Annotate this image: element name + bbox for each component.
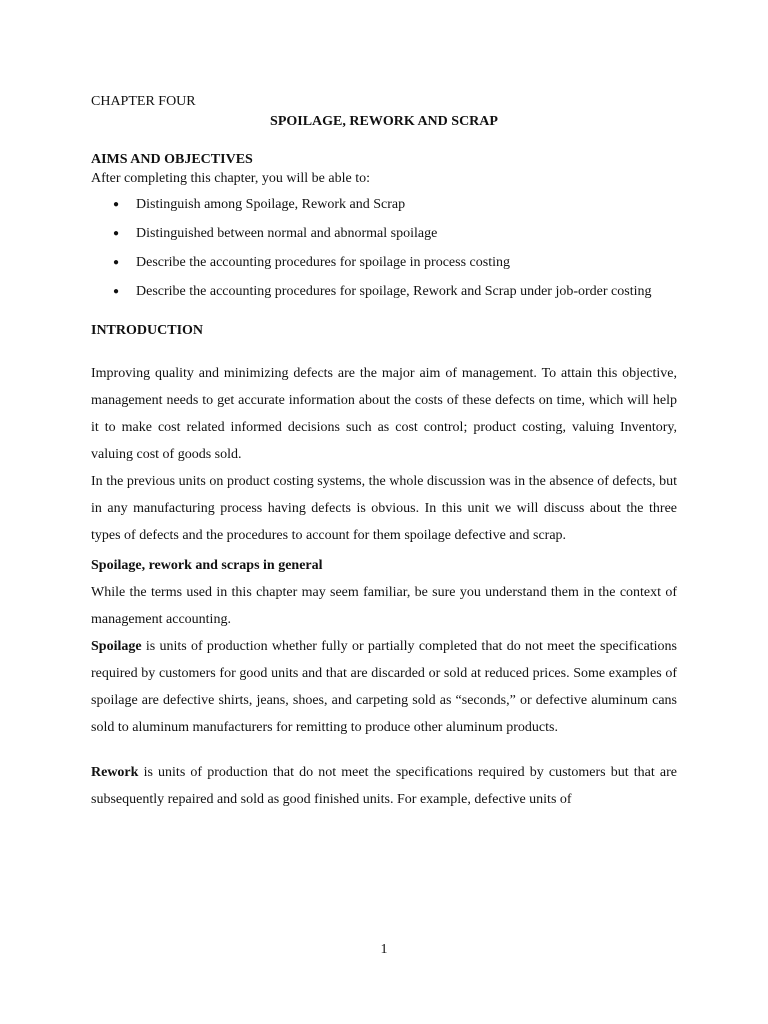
- spoilage-definition: is units of production whether fully or partially completed that do not meet the specifications required by customers for good units and that are discarded or sold at reduced prices. Some examples of spoilage are defective shirts, jeans, shoes, and carpeting sold as “seconds,” or defective aluminum cans sold to aluminum manufacturers for remitting to produce other aluminum products.: [91, 639, 677, 735]
- rework-term: Rework: [91, 765, 139, 780]
- objective-item: [91, 220, 677, 247]
- bullet-icon: ●: [113, 257, 120, 268]
- bullet-icon: ●: [113, 228, 120, 239]
- intro-paragraph-2: In the previous units on product costing systems, the whole discussion was in the absence of defects, but in any manufacturing process having defects is obvious. In this unit we will discuss about the three types of defects and the procedures to account for them spoilage defective and scrap.: [91, 474, 677, 543]
- objective-text: Distinguished between normal and abnormal spoilage: [136, 226, 438, 241]
- page-number: 1: [380, 942, 388, 957]
- rework-definition: is units of production that do not meet the specifications required by customers but that are subsequently repaired and sold as good finished units. For example, defective units of: [91, 765, 677, 807]
- spoilage-term: Spoilage: [91, 639, 142, 654]
- objective-text: Distinguish among Spoilage, Rework and Scrap: [136, 197, 406, 212]
- introduction-heading: INTRODUCTION: [91, 323, 204, 338]
- objective-item: [91, 278, 677, 305]
- objective-text: Describe the accounting procedures for spoilage, Rework and Scrap under job-order costing: [136, 284, 652, 299]
- aims-intro: After completing this chapter, you will be able to:: [91, 171, 370, 186]
- intro-paragraph-1: Improving quality and minimizing defects are the major aim of management. To attain this objective, management needs to get accurate information about the costs of these defects on time, which will help it to make cost related informed decisions such as cost control; product costing, valuing Inventory, valuing cost of goods sold.: [91, 366, 677, 462]
- spoilage-paragraph: [91, 633, 677, 741]
- document-page: [91, 92, 677, 813]
- chapter-label: CHAPTER FOUR: [91, 94, 196, 109]
- objective-item: [91, 191, 677, 218]
- bullet-icon: ●: [113, 286, 120, 297]
- objective-item: [91, 249, 677, 276]
- rework-paragraph: [91, 759, 677, 813]
- objective-text: Describe the accounting procedures for spoilage in process costing: [136, 255, 510, 270]
- general-heading: Spoilage, rework and scraps in general: [91, 558, 323, 573]
- bullet-icon: ●: [113, 199, 120, 210]
- aims-heading: AIMS AND OBJECTIVES: [91, 152, 253, 167]
- chapter-title: SPOILAGE, REWORK AND SCRAP: [270, 114, 498, 129]
- objectives-list: [91, 191, 677, 305]
- general-paragraph: While the terms used in this chapter may seem familiar, be sure you understand them in the context of management accounting.: [91, 585, 677, 627]
